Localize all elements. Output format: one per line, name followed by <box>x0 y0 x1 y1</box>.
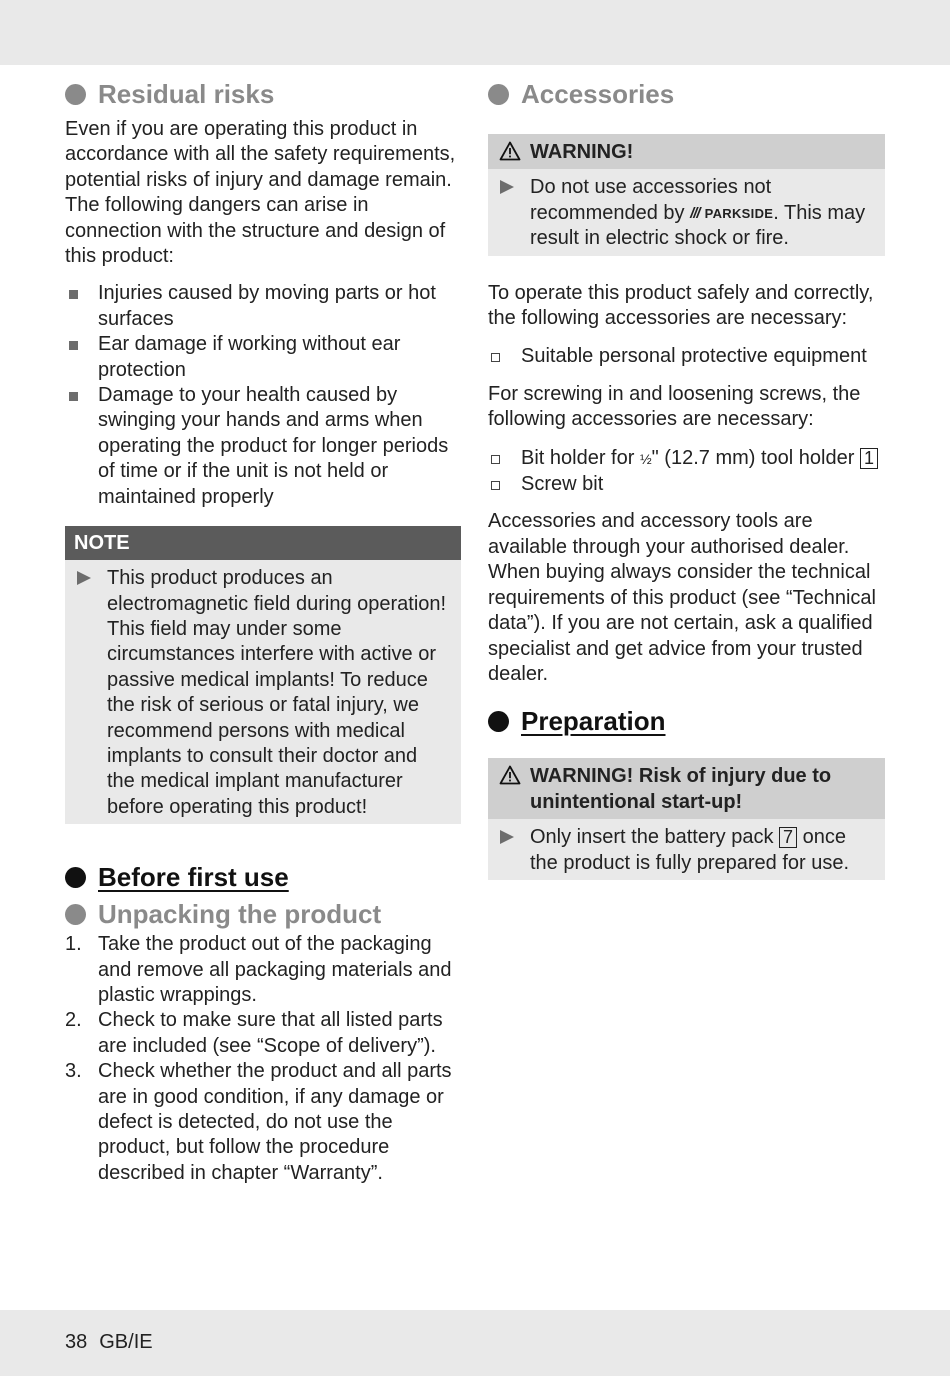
arrow-right-icon <box>500 180 514 194</box>
warning-text-part: . This may result in electric shock or fire. <box>530 201 866 250</box>
fraction: ½ <box>639 450 652 467</box>
right-column <box>488 78 885 880</box>
heading-text: Accessories <box>521 79 675 109</box>
bullet-dot-icon <box>488 711 509 732</box>
list-item <box>65 1059 461 1186</box>
warning-text <box>530 825 875 876</box>
bullet-dot-icon <box>65 84 86 105</box>
accessories-warning-box <box>488 134 885 256</box>
step-text: Take the product out of the packaging and remove all packaging materials and plastic wrappings. <box>98 933 452 1006</box>
unpacking-steps <box>65 932 461 1186</box>
before-first-use-heading <box>65 861 461 893</box>
warning-text-part: once the product is fully prepared for use. <box>530 826 850 874</box>
heading-text: Unpacking the product <box>98 899 382 930</box>
brand-name: PARKSIDE <box>704 205 774 221</box>
risk-list <box>65 281 461 510</box>
list-item <box>65 932 461 1008</box>
note-text: This product produces an electromagnetic field during operation! This field may under some circumstances interfere with active or passive medical implants! To reduce the risk of serious or fatal injury, we recommend persons with medical implants to consult their doctor and the medical implant manufacturer before operating this product! <box>107 567 447 818</box>
warning-header <box>488 134 885 169</box>
list-item <box>488 446 885 472</box>
list-item: Injuries caused by moving parts or hot surfaces <box>65 281 461 332</box>
warning-label: WARNING! Risk of injury due to unintentional start-up! <box>530 765 832 813</box>
arrow-right-icon <box>500 830 514 844</box>
step-number: 3. <box>65 1060 82 1083</box>
part-reference: 1 <box>860 448 878 469</box>
brand-mark: /// <box>690 204 700 222</box>
locale-label: GB/IE <box>99 1331 153 1353</box>
residual-risks-intro: Even if you are operating this product in accordance with all the safety requirements, potential risks of injury and damage remain. The following dangers can arise in connection with the structure and design of this product: <box>65 118 456 268</box>
item-text: " (12.7 mm) tool holder <box>651 446 860 469</box>
parkside-logo <box>690 201 773 226</box>
page-footer <box>65 1331 153 1354</box>
accessories-para-2: For screwing in and loosening screws, the following accessories are necessary: <box>488 382 861 431</box>
list-item: Suitable personal protective equipment <box>488 344 885 369</box>
unpacking-heading <box>65 898 461 930</box>
warning-header <box>488 758 885 819</box>
warning-label: WARNING! <box>530 141 634 163</box>
top-band <box>0 0 950 65</box>
warning-text-part: Only insert the battery pack <box>530 826 780 849</box>
list-item <box>65 1008 461 1059</box>
accessories-para-1: To operate this product safely and correctly, the following accessories are necessary: <box>488 281 874 330</box>
accessories-list-2 <box>488 446 885 498</box>
accessories-para-3: Accessories and accessory tools are available through your authorised dealer. When buying always consider the technical requirements of this product (see “Technical data”). If you are not certain, ask a qualified specialist and get advice from your trusted dealer. <box>488 510 876 685</box>
note-box <box>65 526 461 824</box>
accessories-heading <box>488 78 885 110</box>
warning-text-part: Do not use accessories not recommended by <box>530 176 772 224</box>
warning-body <box>488 169 885 255</box>
note-body <box>65 560 461 824</box>
item-text: Bit holder for <box>521 446 640 469</box>
heading-text: Before first use <box>98 862 289 893</box>
list-item: Ear damage if working without ear protection <box>65 332 461 383</box>
warning-triangle-icon <box>499 141 521 161</box>
arrow-right-icon <box>77 571 91 585</box>
preparation-warning-box <box>488 758 885 880</box>
step-text: Check whether the product and all parts are in good condition, if any damage or defect is detected, do not use the product, but follow the procedure described in chapter “Warranty”. <box>98 1060 452 1184</box>
accessories-list-1 <box>488 344 885 369</box>
list-item: Screw bit <box>488 472 885 497</box>
note-label: NOTE <box>65 526 461 560</box>
step-number: 1. <box>65 933 82 956</box>
warning-body <box>488 819 885 880</box>
bullet-dot-icon <box>488 84 509 105</box>
heading-text: Preparation <box>521 706 666 737</box>
part-reference: 7 <box>779 827 797 848</box>
warning-triangle-icon <box>499 765 521 785</box>
heading-text: Residual risks <box>98 79 275 109</box>
page-number: 38 <box>65 1331 88 1353</box>
left-column <box>65 78 461 1186</box>
bullet-dot-icon <box>65 904 86 925</box>
step-text: Check to make sure that all listed parts are included (see “Scope of delivery”). <box>98 1009 443 1057</box>
bullet-dot-icon <box>65 867 86 888</box>
warning-text <box>530 175 875 251</box>
step-number: 2. <box>65 1009 82 1032</box>
list-item: Damage to your health caused by swinging your hands and arms when operating the product for longer periods of time or if the unit is not held or maintained properly <box>65 383 461 510</box>
preparation-heading <box>488 705 885 737</box>
residual-risks-heading <box>65 78 461 110</box>
